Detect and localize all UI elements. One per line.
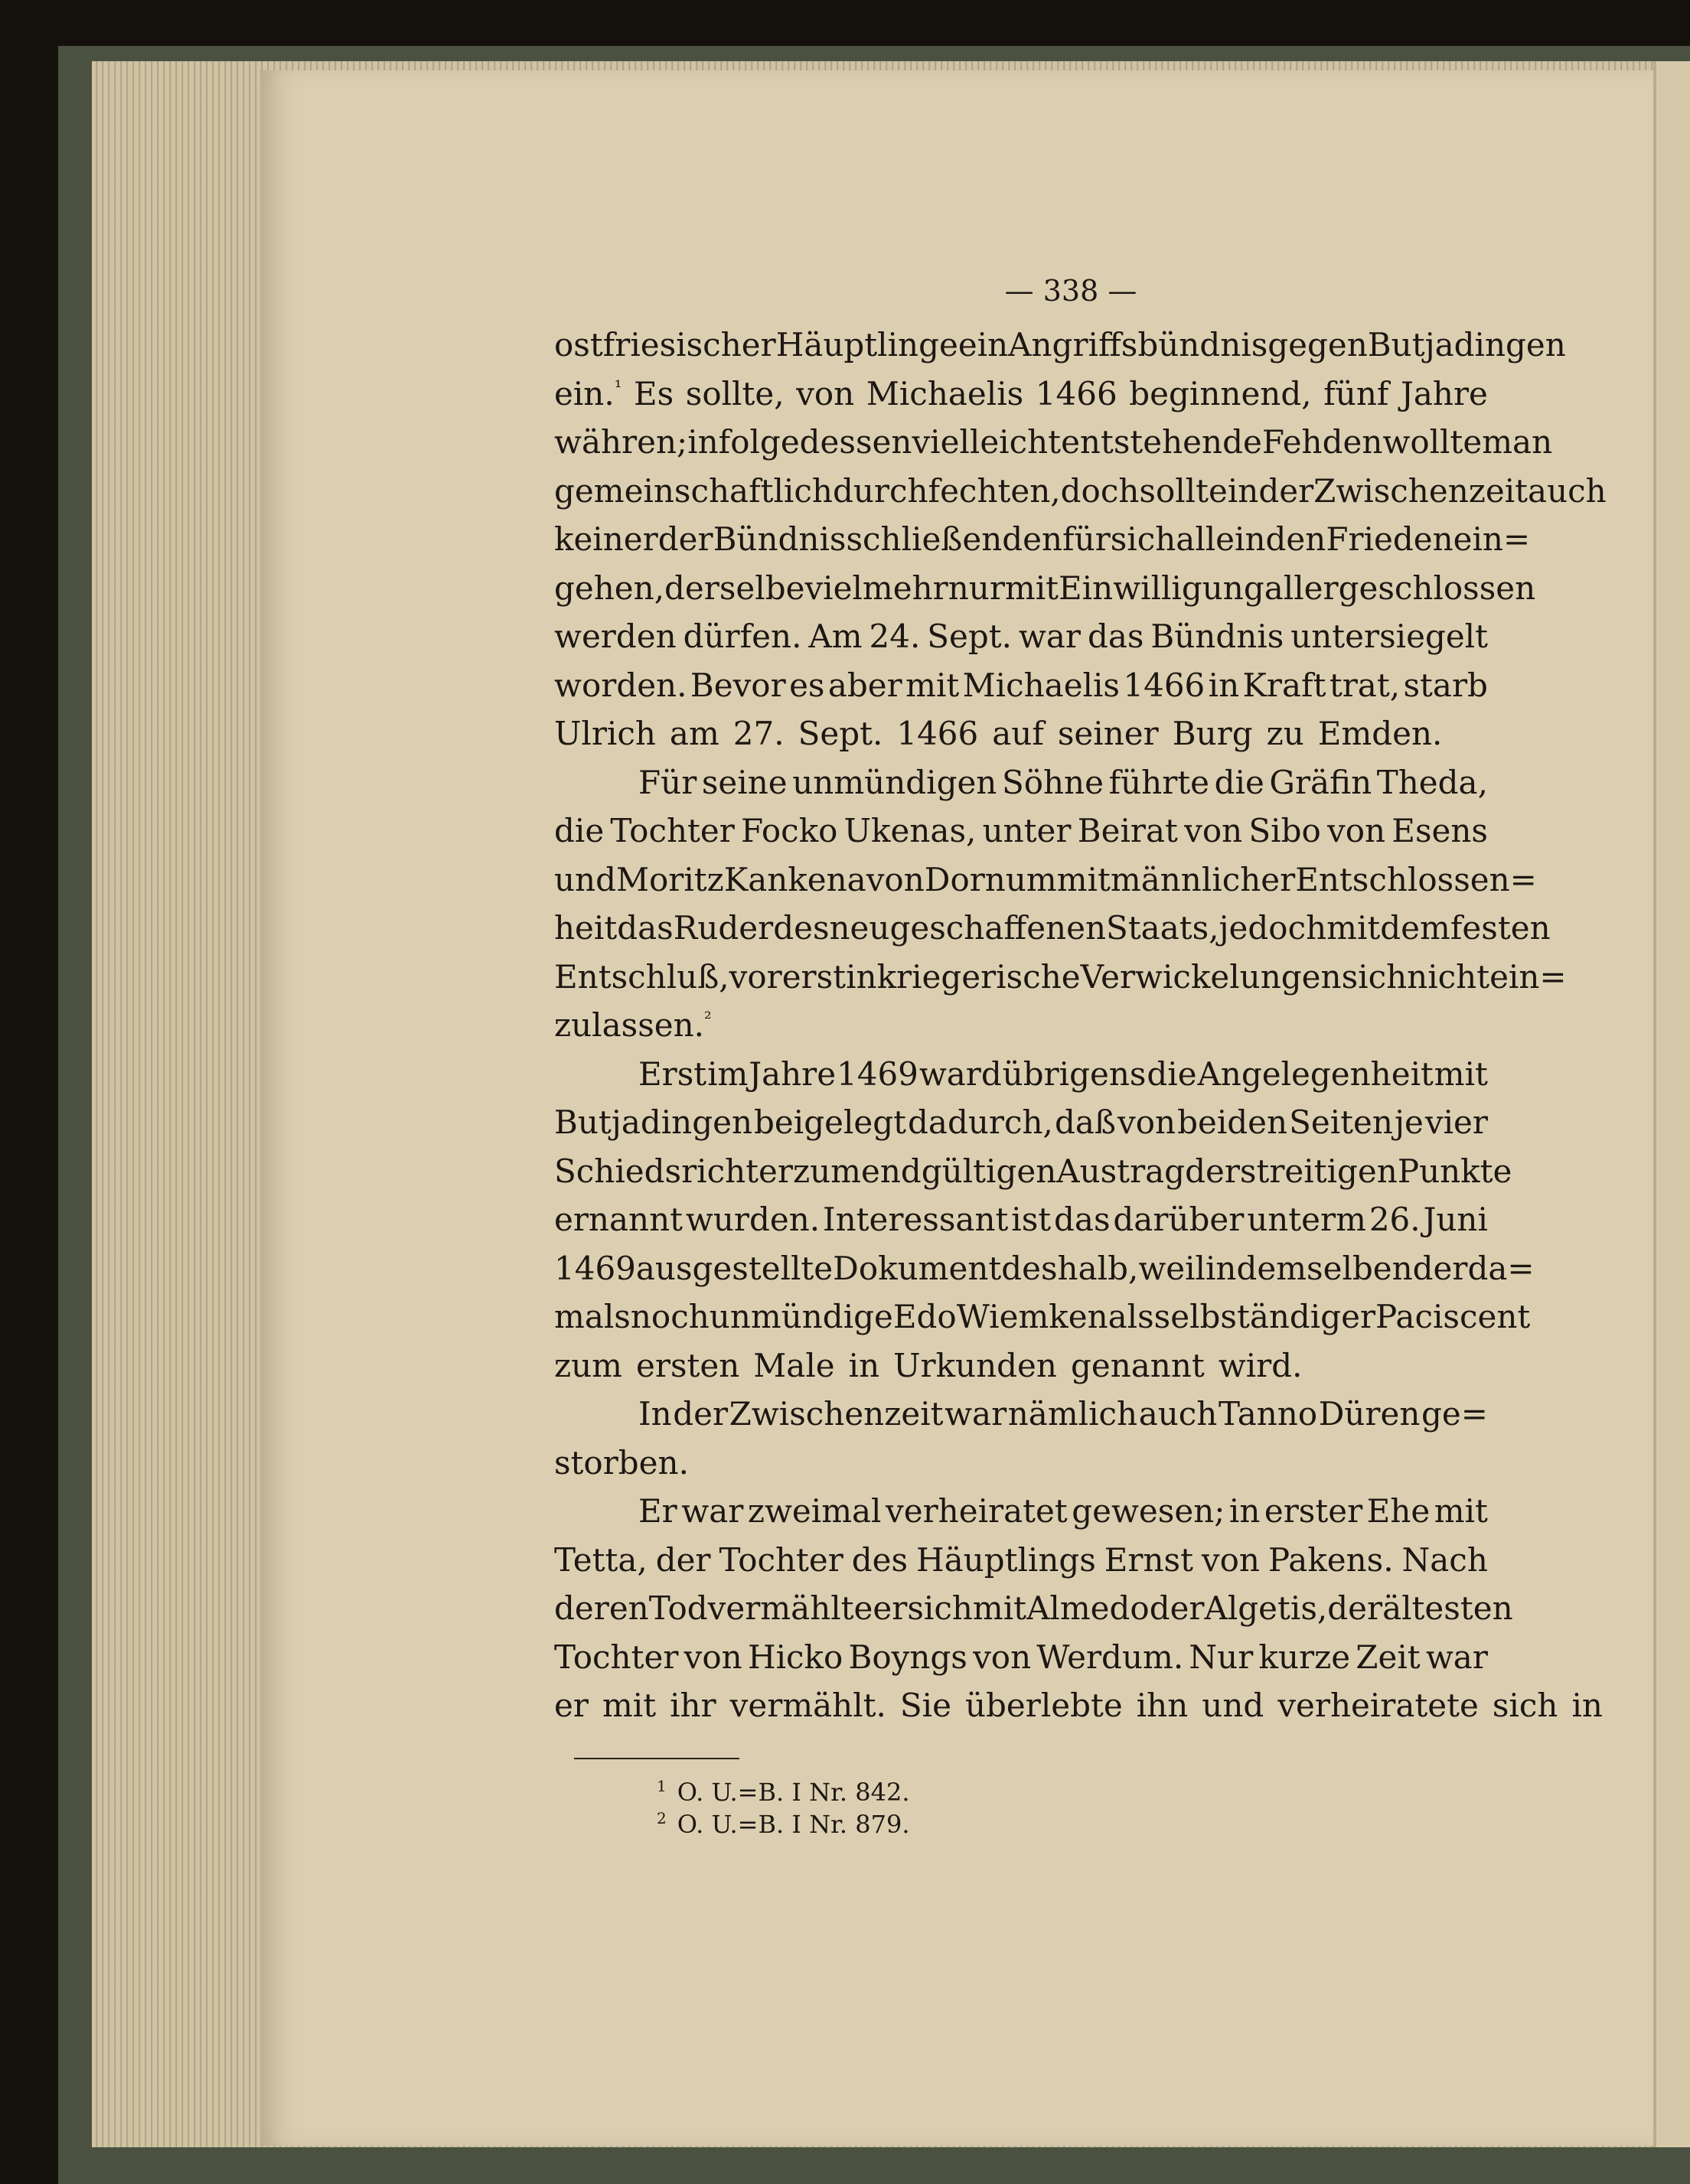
word: Tod xyxy=(648,1589,708,1627)
word: das xyxy=(1054,1201,1111,1238)
word: Butjadingen xyxy=(1367,326,1566,363)
text-line xyxy=(554,1681,1603,1730)
word: Verwickelungen xyxy=(1080,957,1342,996)
word: übrigens xyxy=(1002,1055,1147,1093)
word: 26. xyxy=(1369,1201,1421,1238)
word: entstehende xyxy=(1061,423,1262,461)
word: je xyxy=(1394,1103,1424,1141)
word: vier xyxy=(1424,1103,1488,1141)
word: Interessant xyxy=(823,1201,1009,1238)
word: mit xyxy=(1434,1055,1488,1093)
word: war xyxy=(1018,618,1081,655)
text-line xyxy=(554,467,1607,516)
word: ihn xyxy=(1136,1687,1189,1724)
word: Esens xyxy=(1391,812,1488,849)
word: weil xyxy=(1138,1249,1206,1287)
text-line xyxy=(554,1584,1513,1633)
word: 1469 xyxy=(837,1055,918,1093)
word: aller xyxy=(1264,569,1339,607)
word: Bündnis xyxy=(1150,618,1284,655)
word: neugeschaffenen xyxy=(829,909,1107,947)
word: 1466 xyxy=(1123,666,1206,704)
word: für xyxy=(1062,520,1111,558)
word: festen xyxy=(1450,909,1551,947)
footnotes xyxy=(554,1776,1488,1840)
word: selbständiger xyxy=(1153,1298,1376,1335)
word: Kraft xyxy=(1242,666,1326,704)
word: mit xyxy=(1434,1492,1488,1530)
word: Am xyxy=(808,618,863,655)
word: Nach xyxy=(1401,1540,1488,1579)
word: überlebte xyxy=(964,1687,1123,1724)
word: Es xyxy=(633,374,674,412)
word: Punkte xyxy=(1397,1152,1512,1190)
footnote-reference: ² xyxy=(704,1008,712,1029)
word: sich xyxy=(1492,1687,1558,1724)
page-number: — 338 — xyxy=(1004,274,1137,308)
word: Pakens. xyxy=(1268,1540,1394,1579)
word: die xyxy=(554,812,605,849)
word: dem xyxy=(1380,909,1450,947)
word: der xyxy=(1412,1249,1468,1287)
word: endgültigen xyxy=(860,1152,1057,1190)
word: Bevor xyxy=(690,666,786,704)
word: erster xyxy=(1264,1492,1363,1530)
word: wird. xyxy=(1218,1346,1303,1384)
word: Nur xyxy=(1189,1638,1254,1676)
word: beigelegt xyxy=(754,1103,907,1141)
word: Sept. xyxy=(798,715,883,752)
text-line xyxy=(554,612,1488,661)
word: Ruder xyxy=(673,909,774,947)
text-line xyxy=(554,1098,1488,1147)
word: sich xyxy=(907,1589,973,1627)
word: Beirat xyxy=(1077,812,1178,849)
word: deshalb, xyxy=(1001,1249,1139,1287)
word: Algetis, xyxy=(1204,1589,1328,1627)
word: der xyxy=(673,1395,729,1433)
word: seine xyxy=(701,763,788,801)
footnote-rule xyxy=(574,1758,739,1759)
word: unter xyxy=(982,812,1072,849)
word: im xyxy=(707,1055,749,1093)
word: noch xyxy=(630,1298,710,1335)
word: in xyxy=(1208,666,1240,704)
word: Jahre xyxy=(1401,374,1488,412)
word: wollte xyxy=(1382,423,1483,461)
word: Fehden xyxy=(1261,423,1383,461)
word: Tochter xyxy=(554,1638,679,1676)
word: mit xyxy=(972,1589,1027,1627)
text-line xyxy=(554,904,1551,953)
word: jedoch xyxy=(1219,909,1327,947)
word: mit xyxy=(1004,569,1059,607)
word: mit xyxy=(1056,860,1111,898)
text-line xyxy=(554,807,1488,856)
word: nämlich xyxy=(1007,1395,1138,1433)
word: führte xyxy=(1108,763,1210,801)
word: und xyxy=(1202,1687,1264,1724)
word: 24. xyxy=(869,618,921,655)
word: männlicher xyxy=(1110,860,1296,898)
word: Male xyxy=(753,1346,835,1384)
word: gegen xyxy=(1268,326,1368,363)
text-line xyxy=(554,856,1537,905)
word: Boyngs xyxy=(848,1638,967,1676)
word: Zwischenzeit xyxy=(1313,471,1529,510)
word: untersiegelt xyxy=(1290,618,1488,655)
word: Ernst xyxy=(1104,1540,1193,1579)
page-text xyxy=(554,272,1607,1840)
word: Emden. xyxy=(1317,715,1443,752)
word: auch xyxy=(1528,471,1607,510)
word: ein xyxy=(958,326,1009,363)
word: Hicko xyxy=(747,1638,843,1676)
word: Almed xyxy=(1026,1589,1130,1627)
word: In xyxy=(638,1395,672,1433)
text-line xyxy=(554,1050,1488,1099)
word: Frieden xyxy=(1326,520,1453,558)
word: oder xyxy=(1130,1589,1205,1627)
text-line xyxy=(554,709,1488,758)
word: 1466 xyxy=(896,715,979,752)
word: ausgestellte xyxy=(635,1249,834,1287)
word: zu xyxy=(1266,715,1304,752)
word: in xyxy=(1571,1687,1603,1724)
word: Edo xyxy=(892,1298,957,1335)
word: von xyxy=(1201,1540,1260,1579)
word: storben. xyxy=(554,1443,689,1482)
word: den xyxy=(1265,520,1326,558)
word: er xyxy=(554,1687,589,1724)
footnote-text: O. U.=B. I Nr. 879. xyxy=(677,1809,910,1839)
word: infolgedessen xyxy=(687,423,912,461)
word: beiden xyxy=(1177,1103,1288,1141)
word: die xyxy=(1214,763,1264,801)
word: unmündige xyxy=(709,1298,893,1335)
text-line xyxy=(554,1292,1531,1341)
word: er xyxy=(873,1589,908,1627)
word: Ulrich xyxy=(554,715,656,752)
word: starb xyxy=(1403,666,1488,704)
word: nur xyxy=(948,569,1005,607)
word: Schiedsrichter xyxy=(554,1152,793,1190)
word: vielleicht xyxy=(912,423,1062,461)
word: demselben xyxy=(1236,1249,1413,1287)
word: wurden. xyxy=(685,1201,821,1238)
word: ersten xyxy=(636,1346,740,1384)
word: war xyxy=(945,1395,1007,1433)
word: Häuptlinge xyxy=(775,326,958,363)
word: ein.$^{^1}$ xyxy=(554,374,622,412)
word: von xyxy=(796,374,855,412)
word: Zwischenzeit xyxy=(729,1395,944,1433)
word: Entschlossen= xyxy=(1295,860,1537,898)
word: mit xyxy=(1326,909,1381,947)
word: Wiemken xyxy=(956,1298,1108,1335)
word: Häuptlings xyxy=(916,1540,1096,1579)
word: streitigen xyxy=(1239,1152,1398,1190)
text-line xyxy=(554,564,1536,613)
word: seiner xyxy=(1057,715,1159,752)
word: Dokument xyxy=(833,1249,1002,1287)
word: die xyxy=(1147,1055,1197,1093)
word: darüber xyxy=(1113,1201,1245,1238)
word: ernannt xyxy=(554,1201,683,1238)
word: Werdum. xyxy=(1036,1638,1184,1676)
word: 1469 xyxy=(554,1249,636,1287)
word: in xyxy=(1205,1249,1237,1287)
word: Urkunden xyxy=(893,1346,1057,1384)
word: ältesten xyxy=(1382,1589,1513,1627)
word: war xyxy=(681,1492,744,1530)
word: Tanno xyxy=(1218,1395,1318,1433)
word: gewesen; xyxy=(1072,1492,1225,1530)
word: in xyxy=(846,957,877,996)
word: es xyxy=(789,666,825,704)
word: dadurch, xyxy=(908,1103,1053,1141)
word: Erst xyxy=(638,1055,707,1093)
word: vielmehr xyxy=(804,569,948,607)
text-line xyxy=(554,1439,1488,1488)
word: sollte, xyxy=(685,374,785,412)
word: Austrag xyxy=(1056,1152,1186,1190)
body-text xyxy=(554,321,1607,1730)
word: doch xyxy=(1060,471,1140,510)
word: Seiten xyxy=(1289,1103,1393,1141)
word: sich xyxy=(1110,520,1176,558)
word: 1466 xyxy=(1035,374,1117,412)
word: beginnend, xyxy=(1129,374,1312,412)
word: zum xyxy=(554,1346,623,1384)
word: ein= xyxy=(1489,957,1567,996)
word: ist xyxy=(1011,1201,1052,1238)
word: und xyxy=(554,860,616,898)
word: Jahre xyxy=(749,1055,837,1093)
word: sich xyxy=(1341,957,1408,996)
word: Entschluß, xyxy=(554,957,729,996)
text-line xyxy=(554,1001,1488,1050)
word: währen; xyxy=(554,423,688,461)
word: keiner xyxy=(554,520,658,558)
word: Einwilligung xyxy=(1059,569,1264,607)
word: der xyxy=(655,1540,711,1579)
word: ein= xyxy=(1453,520,1531,558)
word: ge= xyxy=(1421,1395,1488,1433)
footnote-text: O. U.=B. I Nr. 842. xyxy=(677,1777,910,1807)
text-line xyxy=(554,1633,1488,1682)
word: nicht xyxy=(1407,957,1490,996)
word: Sibo xyxy=(1248,812,1321,849)
word: 27. xyxy=(732,715,785,752)
word: von xyxy=(1327,812,1386,849)
word: man xyxy=(1482,423,1553,461)
word: gemeinschaftlich xyxy=(554,471,833,510)
word: in xyxy=(848,1346,880,1384)
word: unmündigen xyxy=(792,763,997,801)
word: daß xyxy=(1054,1103,1116,1141)
text-line xyxy=(554,321,1566,370)
word: war xyxy=(1425,1638,1488,1676)
word: vorerst xyxy=(729,957,847,996)
word: worden. xyxy=(554,666,687,704)
word: Düren xyxy=(1318,1395,1421,1433)
word: Angelegenheit xyxy=(1197,1055,1434,1093)
word: des xyxy=(773,909,830,947)
word: mit xyxy=(602,1687,657,1724)
text-line xyxy=(554,1487,1488,1536)
word: durchfechten, xyxy=(832,471,1061,510)
word: Er xyxy=(638,1492,677,1530)
word: der xyxy=(657,520,713,558)
word: mals xyxy=(554,1298,631,1335)
word: am xyxy=(669,715,719,752)
footnote-mark: 1 xyxy=(657,1776,667,1795)
text-line xyxy=(554,1195,1488,1244)
word: Tochter xyxy=(610,812,735,849)
word: allein xyxy=(1176,520,1266,558)
word: Dornum xyxy=(924,860,1057,898)
word: mit xyxy=(905,666,960,704)
word: unterm xyxy=(1247,1201,1366,1238)
text-line xyxy=(554,1390,1488,1439)
text-line xyxy=(554,515,1531,564)
word: Michaelis xyxy=(962,666,1120,704)
word: zweimal xyxy=(747,1492,882,1530)
word: der xyxy=(1327,1589,1383,1627)
word: Gräfin xyxy=(1269,763,1372,801)
word: von xyxy=(973,1638,1032,1676)
word: Tochter xyxy=(719,1540,843,1579)
word: der xyxy=(1258,471,1314,510)
word: werden xyxy=(554,618,677,655)
word: ward xyxy=(918,1055,1002,1093)
word: Söhne xyxy=(1001,763,1104,801)
word: auf xyxy=(992,715,1044,752)
word: von xyxy=(866,860,925,898)
word: Angriffsbündnis xyxy=(1008,326,1268,363)
word: Theda, xyxy=(1376,763,1488,801)
word: Ukenas, xyxy=(843,812,977,849)
word: Paciscent xyxy=(1375,1298,1531,1335)
word: als xyxy=(1108,1298,1154,1335)
word: Für xyxy=(638,763,697,801)
word: deren xyxy=(554,1589,649,1627)
word: in xyxy=(1228,1492,1261,1530)
word: das xyxy=(617,909,674,947)
word: Sept. xyxy=(927,618,1012,655)
word: geschlossen xyxy=(1338,569,1536,607)
text-line xyxy=(554,1536,1488,1585)
word: von xyxy=(1184,812,1243,849)
word: von xyxy=(1117,1103,1176,1141)
word: in xyxy=(1227,471,1259,510)
word: genannt xyxy=(1070,1346,1205,1384)
footnote xyxy=(554,1776,1488,1808)
text-line xyxy=(554,1244,1535,1293)
word: da= xyxy=(1467,1249,1535,1287)
word: Burg xyxy=(1172,715,1253,752)
word: dürfen. xyxy=(683,618,802,655)
word: Focko xyxy=(741,812,838,849)
text-line xyxy=(554,758,1488,807)
text-line xyxy=(554,370,1488,419)
text-line xyxy=(554,418,1553,467)
word: verheiratete xyxy=(1277,1687,1479,1724)
word: Bündnisschließenden xyxy=(713,520,1063,558)
text-line xyxy=(554,953,1567,1002)
word: Michaelis xyxy=(866,374,1024,412)
word: fünf xyxy=(1323,374,1389,412)
word: von xyxy=(684,1638,742,1676)
word: zum xyxy=(792,1152,861,1190)
word: aber xyxy=(827,666,902,704)
footnote-mark: 2 xyxy=(657,1808,667,1827)
word: ihr xyxy=(670,1687,716,1724)
word: kurze xyxy=(1258,1638,1351,1676)
word: des xyxy=(851,1540,909,1579)
word: Kankena xyxy=(723,860,866,898)
word: verheiratet xyxy=(886,1492,1068,1530)
word: Sie xyxy=(899,1687,951,1724)
word: Ehe xyxy=(1366,1492,1431,1530)
word: trat, xyxy=(1329,666,1401,704)
word: Juni xyxy=(1423,1201,1488,1238)
text-line xyxy=(554,1147,1512,1196)
word: das xyxy=(1087,618,1144,655)
word: vermählt. xyxy=(729,1687,886,1724)
footnote-reference: ¹ xyxy=(614,376,622,398)
word: sollte xyxy=(1139,471,1228,510)
word: Moritz xyxy=(616,860,724,898)
word: Zeit xyxy=(1356,1638,1421,1676)
word: auch xyxy=(1138,1395,1218,1433)
word: Butjadingen xyxy=(554,1103,753,1141)
word: vermählte xyxy=(707,1589,873,1627)
word: heit xyxy=(554,909,618,947)
word: der xyxy=(1185,1152,1240,1190)
word: kriegerische xyxy=(876,957,1081,996)
text-line xyxy=(554,1341,1488,1390)
word: gehen, xyxy=(554,569,665,607)
word: derselbe xyxy=(664,569,805,607)
facing-page-edge xyxy=(1653,61,1690,2147)
footnote xyxy=(554,1808,1488,1840)
word: ostfriesischer xyxy=(554,326,776,363)
word: Tetta, xyxy=(554,1540,648,1579)
word: zulassen.$^{^2}$ xyxy=(554,1006,712,1044)
word: Staats, xyxy=(1106,909,1219,947)
text-line xyxy=(554,661,1488,710)
